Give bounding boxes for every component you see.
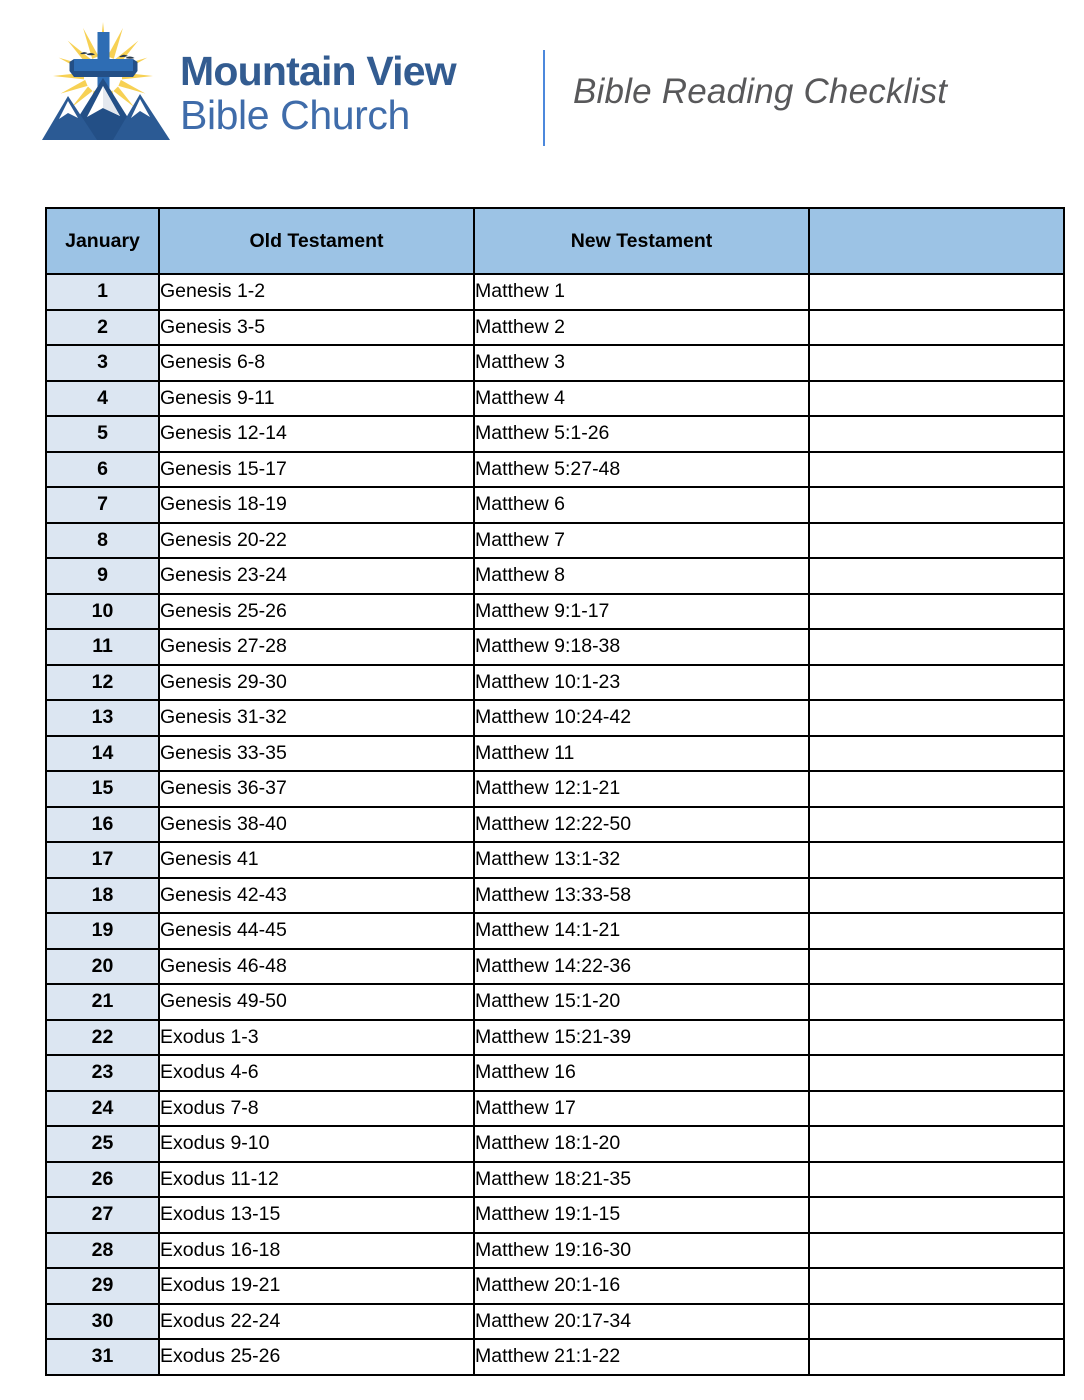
day-number-cell: 24 — [46, 1091, 159, 1127]
new-testament-reading-cell: Matthew 7 — [474, 523, 809, 559]
new-testament-reading-cell: Matthew 19:1-15 — [474, 1197, 809, 1233]
day-number-cell: 21 — [46, 984, 159, 1020]
table-row — [46, 274, 1064, 310]
day-number-cell: 4 — [46, 381, 159, 417]
day-number-cell: 19 — [46, 913, 159, 949]
day-number-cell: 13 — [46, 700, 159, 736]
table-header — [46, 208, 1064, 274]
old-testament-reading-cell: Exodus 4-6 — [159, 1055, 474, 1091]
completion-checkbox-cell[interactable] — [809, 807, 1064, 843]
new-testament-reading-cell: Matthew 13:33-58 — [474, 878, 809, 914]
new-testament-reading-cell: Matthew 20:1-16 — [474, 1268, 809, 1304]
table-row — [46, 1233, 1064, 1269]
old-testament-reading-cell: Genesis 38-40 — [159, 807, 474, 843]
day-number-cell: 12 — [46, 665, 159, 701]
new-testament-reading-cell: Matthew 14:22-36 — [474, 949, 809, 985]
table-row — [46, 1268, 1064, 1304]
completion-checkbox-cell[interactable] — [809, 913, 1064, 949]
completion-checkbox-cell[interactable] — [809, 1126, 1064, 1162]
day-number-cell: 17 — [46, 842, 159, 878]
day-number-cell: 14 — [46, 736, 159, 772]
completion-checkbox-cell[interactable] — [809, 558, 1064, 594]
old-testament-reading-cell: Genesis 42-43 — [159, 878, 474, 914]
new-testament-reading-cell: Matthew 2 — [474, 310, 809, 346]
new-testament-reading-cell: Matthew 11 — [474, 736, 809, 772]
day-number-cell: 7 — [46, 487, 159, 523]
table-body — [46, 274, 1064, 1375]
table-row — [46, 416, 1064, 452]
new-testament-reading-cell: Matthew 1 — [474, 274, 809, 310]
completion-checkbox-cell[interactable] — [809, 1233, 1064, 1269]
table-row — [46, 1339, 1064, 1375]
new-testament-reading-cell: Matthew 14:1-21 — [474, 913, 809, 949]
table-row — [46, 984, 1064, 1020]
new-testament-reading-cell: Matthew 19:16-30 — [474, 1233, 809, 1269]
day-number-cell: 18 — [46, 878, 159, 914]
day-number-cell: 20 — [46, 949, 159, 985]
completion-checkbox-cell[interactable] — [809, 1197, 1064, 1233]
new-testament-reading-cell: Matthew 5:27-48 — [474, 452, 809, 488]
old-testament-reading-cell: Exodus 11-12 — [159, 1162, 474, 1198]
old-testament-reading-cell: Genesis 18-19 — [159, 487, 474, 523]
table-row — [46, 1162, 1064, 1198]
brand-wordmark — [180, 25, 456, 139]
completion-checkbox-cell[interactable] — [809, 310, 1064, 346]
new-testament-reading-cell: Matthew 10:1-23 — [474, 665, 809, 701]
new-testament-reading-cell: Matthew 8 — [474, 558, 809, 594]
column-header-month: January — [46, 208, 159, 274]
completion-checkbox-cell[interactable] — [809, 949, 1064, 985]
new-testament-reading-cell: Matthew 18:1-20 — [474, 1126, 809, 1162]
table-row — [46, 771, 1064, 807]
day-number-cell: 1 — [46, 274, 159, 310]
day-number-cell: 10 — [46, 594, 159, 630]
old-testament-reading-cell: Genesis 49-50 — [159, 984, 474, 1020]
completion-checkbox-cell[interactable] — [809, 594, 1064, 630]
completion-checkbox-cell[interactable] — [809, 487, 1064, 523]
completion-checkbox-cell[interactable] — [809, 984, 1064, 1020]
old-testament-reading-cell: Genesis 1-2 — [159, 274, 474, 310]
completion-checkbox-cell[interactable] — [809, 665, 1064, 701]
day-number-cell: 15 — [46, 771, 159, 807]
new-testament-reading-cell: Matthew 5:1-26 — [474, 416, 809, 452]
new-testament-reading-cell: Matthew 3 — [474, 345, 809, 381]
old-testament-reading-cell: Genesis 6-8 — [159, 345, 474, 381]
completion-checkbox-cell[interactable] — [809, 345, 1064, 381]
old-testament-reading-cell: Genesis 25-26 — [159, 594, 474, 630]
day-number-cell: 29 — [46, 1268, 159, 1304]
completion-checkbox-cell[interactable] — [809, 1020, 1064, 1056]
table-row — [46, 1091, 1064, 1127]
new-testament-reading-cell: Matthew 12:1-21 — [474, 771, 809, 807]
table-row — [46, 629, 1064, 665]
table-row — [46, 1055, 1064, 1091]
old-testament-reading-cell: Genesis 3-5 — [159, 310, 474, 346]
day-number-cell: 28 — [46, 1233, 159, 1269]
old-testament-reading-cell: Exodus 16-18 — [159, 1233, 474, 1269]
table-row — [46, 558, 1064, 594]
column-header-checkbox — [809, 208, 1064, 274]
table-row — [46, 665, 1064, 701]
page-header — [0, 0, 1084, 175]
brand-name-primary: Mountain View — [180, 48, 456, 95]
new-testament-reading-cell: Matthew 15:21-39 — [474, 1020, 809, 1056]
new-testament-reading-cell: Matthew 20:17-34 — [474, 1304, 809, 1340]
new-testament-reading-cell: Matthew 4 — [474, 381, 809, 417]
brand-name-secondary: Bible Church — [180, 92, 410, 139]
table-header-row — [46, 208, 1064, 274]
day-number-cell: 3 — [46, 345, 159, 381]
day-number-cell: 31 — [46, 1339, 159, 1375]
day-number-cell: 8 — [46, 523, 159, 559]
page-title: Bible Reading Checklist — [573, 72, 948, 111]
new-testament-reading-cell: Matthew 17 — [474, 1091, 809, 1127]
new-testament-reading-cell: Matthew 12:22-50 — [474, 807, 809, 843]
day-number-cell: 26 — [46, 1162, 159, 1198]
day-number-cell: 5 — [46, 416, 159, 452]
new-testament-reading-cell: Matthew 13:1-32 — [474, 842, 809, 878]
table-row — [46, 1020, 1064, 1056]
day-number-cell: 11 — [46, 629, 159, 665]
table-row — [46, 807, 1064, 843]
old-testament-reading-cell: Genesis 20-22 — [159, 523, 474, 559]
new-testament-reading-cell: Matthew 21:1-22 — [474, 1339, 809, 1375]
old-testament-reading-cell: Genesis 23-24 — [159, 558, 474, 594]
old-testament-reading-cell: Genesis 41 — [159, 842, 474, 878]
table-row — [46, 381, 1064, 417]
table-row — [46, 878, 1064, 914]
new-testament-reading-cell: Matthew 10:24-42 — [474, 700, 809, 736]
completion-checkbox-cell[interactable] — [809, 629, 1064, 665]
day-number-cell: 30 — [46, 1304, 159, 1340]
completion-checkbox-cell[interactable] — [809, 274, 1064, 310]
table-row — [46, 345, 1064, 381]
completion-checkbox-cell[interactable] — [809, 523, 1064, 559]
header-vertical-divider — [543, 50, 545, 146]
day-number-cell: 22 — [46, 1020, 159, 1056]
new-testament-reading-cell: Matthew 18:21-35 — [474, 1162, 809, 1198]
completion-checkbox-cell[interactable] — [809, 381, 1064, 417]
table-row — [46, 487, 1064, 523]
table-row — [46, 523, 1064, 559]
reading-plan-table-wrap — [45, 207, 1063, 1376]
old-testament-reading-cell: Exodus 9-10 — [159, 1126, 474, 1162]
completion-checkbox-cell[interactable] — [809, 416, 1064, 452]
table-row — [46, 1304, 1064, 1340]
completion-checkbox-cell[interactable] — [809, 842, 1064, 878]
completion-checkbox-cell[interactable] — [809, 1339, 1064, 1375]
new-testament-reading-cell: Matthew 9:18-38 — [474, 629, 809, 665]
old-testament-reading-cell: Genesis 46-48 — [159, 949, 474, 985]
completion-checkbox-cell[interactable] — [809, 1304, 1064, 1340]
old-testament-reading-cell: Genesis 27-28 — [159, 629, 474, 665]
old-testament-reading-cell: Genesis 15-17 — [159, 452, 474, 488]
completion-checkbox-cell[interactable] — [809, 1055, 1064, 1091]
completion-checkbox-cell[interactable] — [809, 1091, 1064, 1127]
table-row — [46, 1197, 1064, 1233]
old-testament-reading-cell: Exodus 1-3 — [159, 1020, 474, 1056]
table-row — [46, 736, 1064, 772]
mountain-icon — [42, 78, 170, 140]
column-header-new-testament: New Testament — [474, 208, 809, 274]
day-number-cell: 6 — [46, 452, 159, 488]
old-testament-reading-cell: Genesis 9-11 — [159, 381, 474, 417]
completion-checkbox-cell[interactable] — [809, 700, 1064, 736]
table-row — [46, 1126, 1064, 1162]
table-row — [46, 310, 1064, 346]
table-row — [46, 700, 1064, 736]
completion-checkbox-cell[interactable] — [809, 771, 1064, 807]
table-row — [46, 913, 1064, 949]
completion-checkbox-cell[interactable] — [809, 736, 1064, 772]
new-testament-reading-cell: Matthew 16 — [474, 1055, 809, 1091]
new-testament-reading-cell: Matthew 6 — [474, 487, 809, 523]
table-row — [46, 452, 1064, 488]
church-brand — [40, 18, 456, 146]
day-number-cell: 23 — [46, 1055, 159, 1091]
old-testament-reading-cell: Exodus 19-21 — [159, 1268, 474, 1304]
old-testament-reading-cell: Exodus 7-8 — [159, 1091, 474, 1127]
old-testament-reading-cell: Genesis 12-14 — [159, 416, 474, 452]
old-testament-reading-cell: Exodus 22-24 — [159, 1304, 474, 1340]
table-row — [46, 949, 1064, 985]
column-header-old-testament: Old Testament — [159, 208, 474, 274]
old-testament-reading-cell: Exodus 25-26 — [159, 1339, 474, 1375]
day-number-cell: 16 — [46, 807, 159, 843]
new-testament-reading-cell: Matthew 9:1-17 — [474, 594, 809, 630]
completion-checkbox-cell[interactable] — [809, 1162, 1064, 1198]
table-row — [46, 842, 1064, 878]
day-number-cell: 25 — [46, 1126, 159, 1162]
old-testament-reading-cell: Genesis 36-37 — [159, 771, 474, 807]
old-testament-reading-cell: Genesis 44-45 — [159, 913, 474, 949]
old-testament-reading-cell: Genesis 29-30 — [159, 665, 474, 701]
completion-checkbox-cell[interactable] — [809, 452, 1064, 488]
completion-checkbox-cell[interactable] — [809, 878, 1064, 914]
day-number-cell: 27 — [46, 1197, 159, 1233]
cross-on-mountain-sunburst-logo — [40, 18, 172, 146]
new-testament-reading-cell: Matthew 15:1-20 — [474, 984, 809, 1020]
day-number-cell: 9 — [46, 558, 159, 594]
day-number-cell: 2 — [46, 310, 159, 346]
table-row — [46, 594, 1064, 630]
bible-reading-checklist-table — [45, 207, 1065, 1376]
completion-checkbox-cell[interactable] — [809, 1268, 1064, 1304]
old-testament-reading-cell: Exodus 13-15 — [159, 1197, 474, 1233]
old-testament-reading-cell: Genesis 33-35 — [159, 736, 474, 772]
old-testament-reading-cell: Genesis 31-32 — [159, 700, 474, 736]
